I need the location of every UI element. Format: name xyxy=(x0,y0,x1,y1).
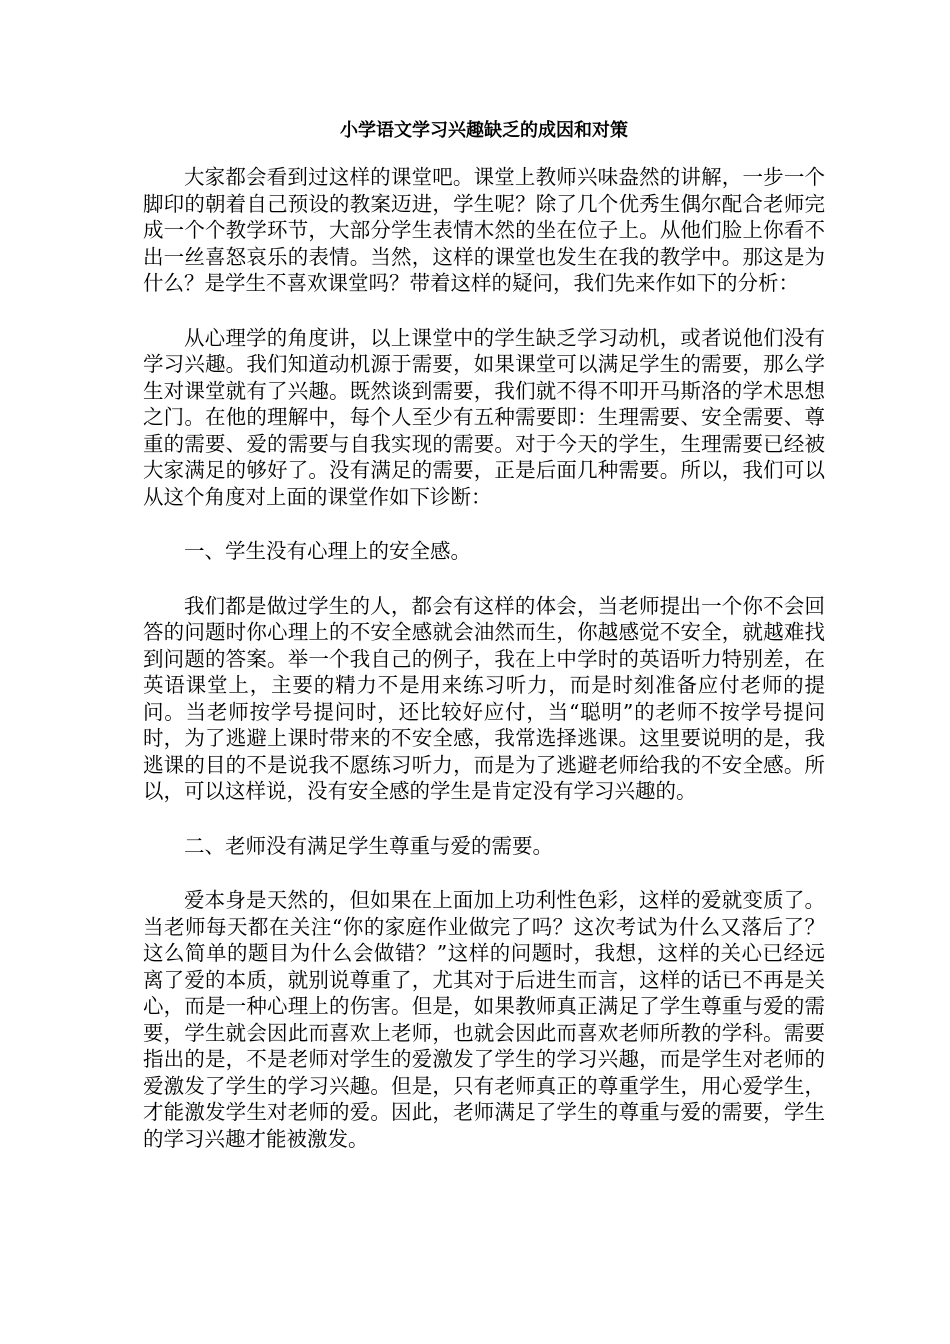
document-page xyxy=(143,116,825,1180)
section-heading-2: 二、老师没有满足学生尊重与爱的需要。 xyxy=(184,833,553,858)
document-title: 小学语文学习兴趣缺乏的成因和对策 xyxy=(340,120,628,141)
section-heading-1: 一、学生没有心理上的安全感。 xyxy=(184,539,471,563)
paragraph-security: 我们都是做过学生的人，都会有这样的体会，当老师提出一个你不会回答的问题时你心理上的不安全感就会油然而生，你越感觉不安全，就越难找到问题的答案。举一个我自己的例子，我在上中学时的英语听力特别差，在英语课堂上，主要的精力不是用来练习听力，而是时刻准备应付老师的提问。当老师按学号提问时，还比较好应付，当“聪明”的老师不按学号提问时，为了逃避上课时带来的不安全感，我常选择逃课。这里要说明的是，我逃课的目的不是说我不愿练习听力，而是为了逃避老师给我的不安全感。所以，可以这样说，没有安全感的学生是肯定没有学习兴趣的。 xyxy=(143,593,825,803)
paragraph-intro: 大家都会看到过这样的课堂吧。课堂上教师兴味盎然的讲解，一步一个脚印的朝着自己预设的教案迈进，学生呢？除了几个优秀生偶尔配合老师完成一个个教学环节，大部分学生表情木然的坐在位子上。从他们脸上你看不出一丝喜怒哀乐的表情。当然，这样的课堂也发生在我的教学中。那这是为什么？是学生不喜欢课堂吗？带着这样的疑问，我们先来作如下的分析： xyxy=(143,165,825,295)
paragraph-psychology: 从心理学的角度讲，以上课堂中的学生缺乏学习动机，或者说他们没有学习兴趣。我们知道动机源于需要，如果课堂可以满足学生的需要，那么学生对课堂就有了兴趣。既然谈到需要，我们就不得不叩开马斯洛的学术思想之门。在他的理解中，每个人至少有五种需要即：生理需要、安全需要、尊重的需要、爱的需要与自我实现的需要。对于今天的学生，生理需要已经被大家满足的够好了。没有满足的需要，正是后面几种需要。所以，我们可以从这个角度对上面的课堂作如下诊断： xyxy=(143,325,825,509)
paragraph-respect-love: 爱本身是天然的，但如果在上面加上功利性色彩，这样的爱就变质了。当老师每天都在关注“你的家庭作业做完了吗？这次考试为什么又落后了？这么简单的题目为什么会做错？”这样的问题时，我想，这样的关心已经远离了爱的本质，就别说尊重了，尤其对于后进生而言，这样的话已不再是关心，而是一种心理上的伤害。但是，如果教师真正满足了学生尊重与爱的需要，学生就会因此而喜欢上老师，也就会因此而喜欢老师所教的学科。需要指出的是，不是老师对学生的爱激发了学生的学习兴趣，而是学生对老师的爱激发了学生的学习兴趣。但是，只有老师真正的尊重学生，用心爱学生，才能激发学生对老师的爱。因此，老师满足了学生的尊重与爱的需要，学生的学习兴趣才能被激发。 xyxy=(143,888,825,1151)
